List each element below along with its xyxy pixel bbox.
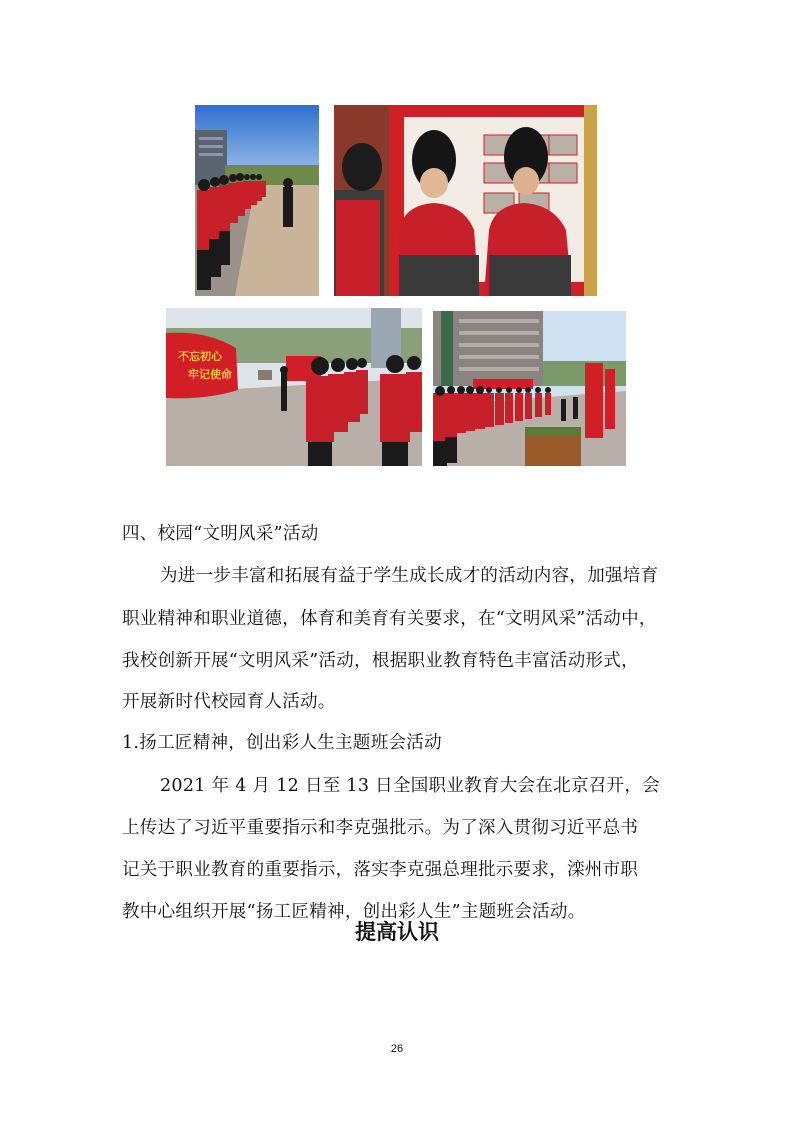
paragraph-2-line-3: 记关于职业教育的重要指示，落实李克强总理批示要求，滦州市职 — [122, 860, 639, 880]
photo-students-lined-walkway — [195, 105, 319, 296]
paragraph-1-line-4: 开展新时代校园育人活动。 — [122, 692, 336, 712]
photo-students-in-plaza — [433, 311, 626, 466]
bold-heading: 提高认识 — [355, 920, 439, 944]
photo-students-with-red-banner — [166, 308, 422, 466]
banner-text-line1: 不忘初心 — [178, 350, 222, 363]
paragraph-2-line-1: 2021 年 4 月 12 日至 13 日全国职业教育大会在北京召开，会 — [160, 776, 660, 796]
paragraph-1-line-3: 我校创新开展“文明风采”活动，根据职业教育特色丰富活动形式， — [122, 651, 639, 671]
banner-text-line2: 牢记使命 — [188, 368, 232, 381]
paragraph-2-line-4: 教中心组织开展“扬工匠精神，创出彩人生”主题班会活动。 — [122, 902, 586, 922]
photo-students-viewing-exhibit — [334, 105, 597, 296]
page-number: 26 — [390, 1043, 404, 1055]
paragraph-1-line-1: 为进一步丰富和拓展有益于学生成长成才的活动内容，加强培育 — [160, 566, 659, 586]
section-heading: 四、校园“文明风采”活动 — [122, 524, 319, 544]
sub-heading: 1.扬工匠精神，创出彩人生主题班会活动 — [122, 733, 442, 753]
paragraph-1-line-2: 职业精神和职业道德，体育和美育有关要求，在“文明风采”活动中， — [122, 609, 657, 629]
paragraph-2-line-2: 上传达了习近平重要指示和李克强批示。为了深入贯彻习近平总书 — [122, 818, 639, 838]
